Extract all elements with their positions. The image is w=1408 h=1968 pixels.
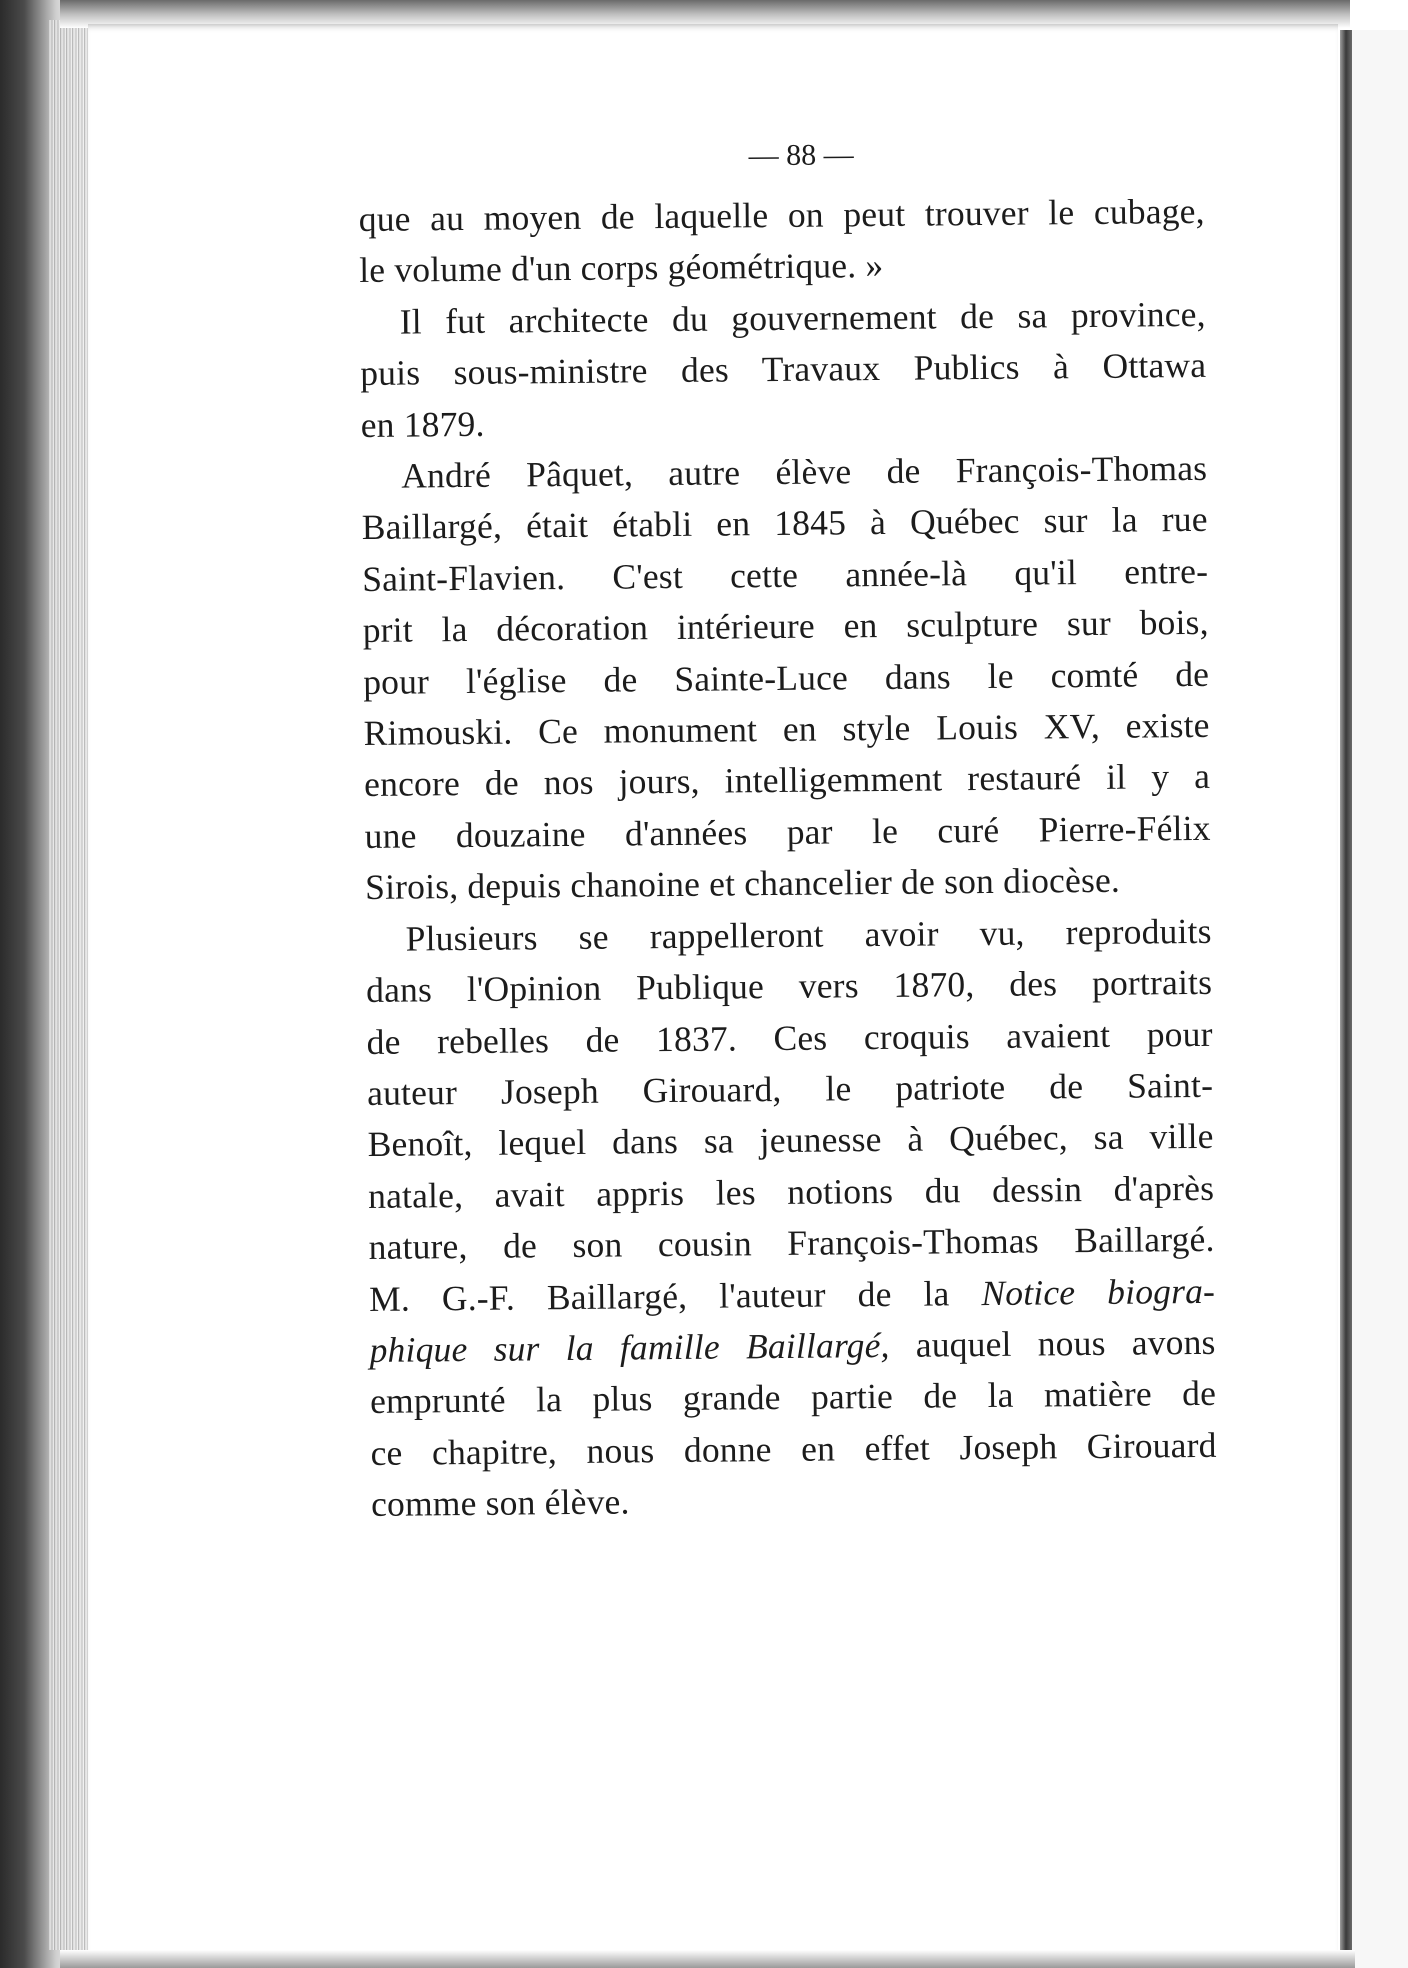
text-line: pour l'église de Sainte-Luce dans le comté de: [363, 653, 1210, 702]
text-line: le volume d'un corps géométrique. »: [359, 245, 884, 291]
text-line: encore de nos jours, intelligemment restauré il y a: [363, 756, 1211, 805]
text-line: puis sous-ministre des Travaux Publics à Ottawa: [360, 345, 1207, 394]
text-run: M. G.-F. Baillargé, l'auteur de la: [368, 1272, 982, 1319]
text-line: Benoît, lequel dans sa jeunesse à Québec, sa ville: [367, 1116, 1214, 1165]
paragraph-2: [360, 289, 1207, 451]
scan-border-bottom: [60, 1950, 1355, 1968]
adjacent-page-edge: [1352, 30, 1408, 1968]
paragraph-1: [359, 186, 1206, 297]
book-gutter: [1340, 30, 1352, 1965]
page-stack-edge: [48, 20, 88, 1950]
text-line: [369, 1265, 1215, 1325]
text-line: emprunté la plus grande partie de la matière de: [369, 1373, 1217, 1422]
text-line: Rimouski. Ce monument en style Louis XV, existe: [363, 704, 1210, 754]
text-line: Saint-Flavien. C'est cette année-là qu'il entre-: [362, 550, 1209, 599]
text-line: Plusieurs se rappelleront avoir vu, reproduits: [405, 910, 1212, 959]
text-line: comme son élève.: [370, 1481, 630, 1525]
text-line: Il fut architecte du gouvernement de sa province,: [399, 293, 1206, 342]
text-line: [369, 1317, 1215, 1377]
text-line: une douzaine d'années par le curé Pierre-Félix: [364, 807, 1211, 856]
page-number: — 88 —: [748, 138, 854, 173]
text-line: auteur Joseph Girouard, le patriote de Saint-: [366, 1064, 1214, 1113]
text-line: Baillargé, était établi en 1845 à Québec sur la rue: [361, 499, 1208, 548]
text-line: prit la décoration intérieure en sculpture sur bois,: [362, 602, 1209, 651]
text-line: ce chapitre, nous donne en effet Joseph Girouard: [370, 1424, 1217, 1473]
page-text-block: [358, 132, 1217, 1531]
text-line: en 1879.: [360, 403, 485, 445]
text-line: natale, avait appris les notions du dessin d'après: [367, 1167, 1215, 1216]
book-title-italic: phique sur la famille Baillargé,: [369, 1324, 890, 1370]
text-run: auquel nous avons: [889, 1321, 1216, 1365]
text-line: de rebelles de 1837. Ces croquis avaient pour: [366, 1013, 1213, 1062]
text-line: que au moyen de laquelle on peut trouver le cubage,: [358, 190, 1205, 239]
text-line: André Pâquet, autre élève de François-Thomas: [401, 447, 1208, 496]
text-line: nature, de son cousin François-Thomas Baillargé.: [368, 1218, 1215, 1268]
text-line: Sirois, depuis chanoine et chancelier de son diocèse.: [364, 860, 1121, 908]
paragraph-3: [361, 443, 1211, 914]
book-title-italic: Notice biogra-: [981, 1270, 1216, 1313]
paragraph-4: [365, 906, 1217, 1531]
text-line: dans l'Opinion Publique vers 1870, des portraits: [365, 961, 1213, 1011]
